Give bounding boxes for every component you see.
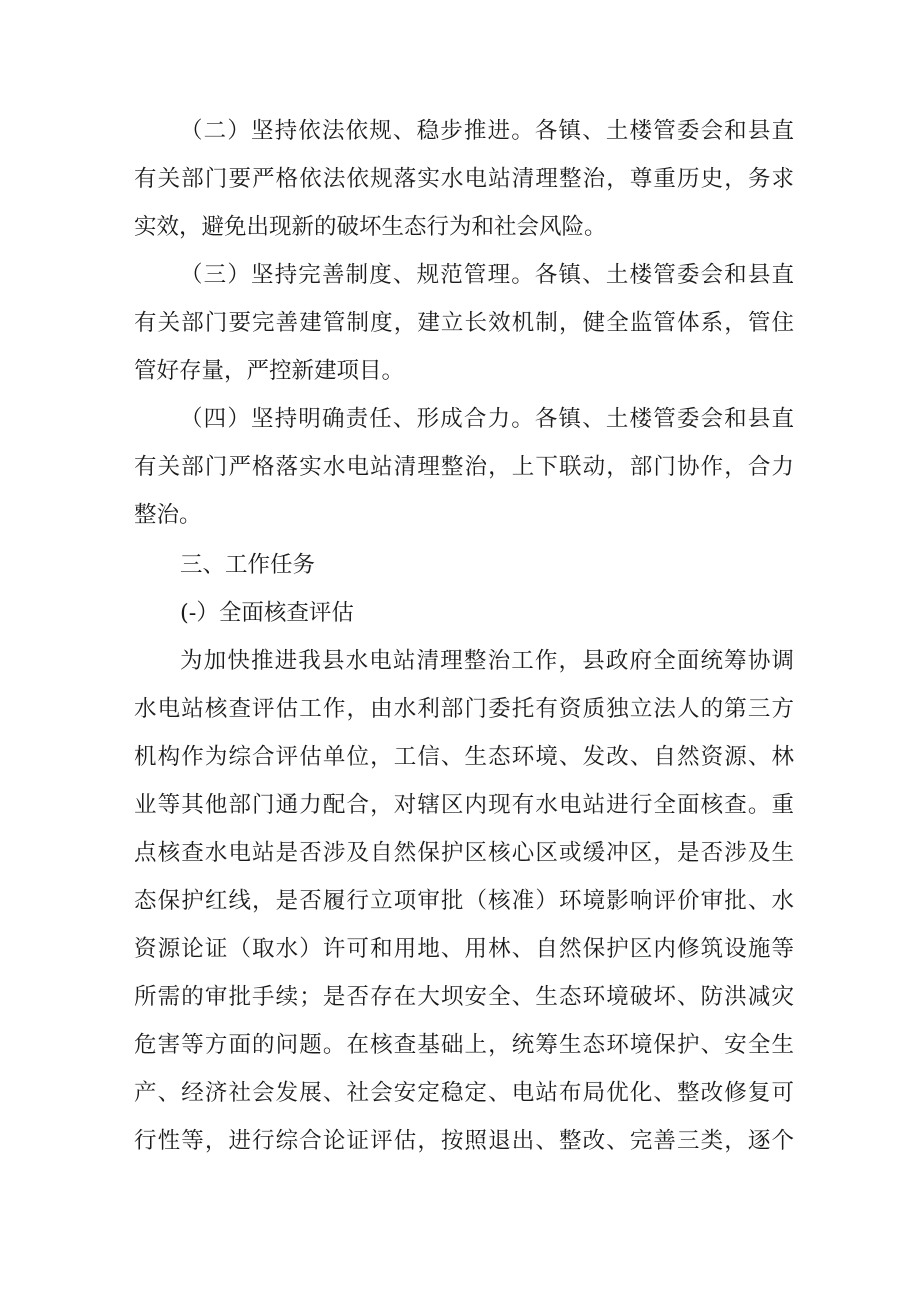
- body-line-3: 机构作为综合评估单位，工信、生态环境、发改、自然资源、林: [134, 744, 794, 770]
- body-line-8: 所需的审批手续；是否存在大坝安全、生态环境破坏、防洪减灾: [134, 984, 794, 1010]
- body-line-1: 为加快推进我县水电站清理整治工作，县政府全面统筹协调: [180, 648, 794, 674]
- paragraph-4-line-2: 有关部门严格落实水电站清理整治，上下联动，部门协作，合力: [134, 454, 794, 480]
- body-line-2: 水电站核查评估工作，由水利部门委托有资质独立法人的第三方: [134, 696, 794, 722]
- body-line-5: 点核查水电站是否涉及自然保护区核心区或缓冲区，是否涉及生: [134, 840, 794, 866]
- section-heading: 三、工作任务: [180, 552, 316, 578]
- subsection-heading: (-）全面核查评估: [180, 600, 354, 626]
- paragraph-2-line-3: 实效，避免出现新的破坏生态行为和社会风险。: [134, 214, 607, 240]
- paragraph-2-line-1: （二）坚持依法依规、稳步推进。各镇、土楼管委会和县直: [180, 118, 794, 144]
- body-line-4: 业等其他部门通力配合，对辖区内现有水电站进行全面核查。重: [134, 792, 794, 818]
- body-line-11: 行性等，进行综合论证评估，按照退出、整改、完善三类，逐个: [134, 1128, 794, 1154]
- paragraph-3-line-3: 管好存量，严控新建项目。: [134, 358, 405, 384]
- body-line-6: 态保护红线，是否履行立项审批（核准）环境影响评价审批、水: [134, 888, 794, 914]
- paragraph-4-line-1: （四）坚持明确责任、形成合力。各镇、土楼管委会和县直: [180, 406, 794, 432]
- body-line-10: 产、经济社会发展、社会安定稳定、电站布局优化、整改修复可: [134, 1080, 794, 1106]
- paragraph-3-line-2: 有关部门要完善建管制度，建立长效机制，健全监管体系，管住: [134, 310, 794, 336]
- body-line-7: 资源论证（取水）许可和用地、用林、自然保护区内修筑设施等: [134, 936, 794, 962]
- body-line-9: 危害等方面的问题。在核查基础上，统筹生态环境保护、安全生: [134, 1032, 794, 1058]
- paragraph-4-line-3: 整治。: [134, 502, 202, 528]
- paragraph-3-line-1: （三）坚持完善制度、规范管理。各镇、土楼管委会和县直: [180, 262, 794, 288]
- paragraph-2-line-2: 有关部门要严格依法依规落实水电站清理整治，尊重历史，务求: [134, 166, 794, 192]
